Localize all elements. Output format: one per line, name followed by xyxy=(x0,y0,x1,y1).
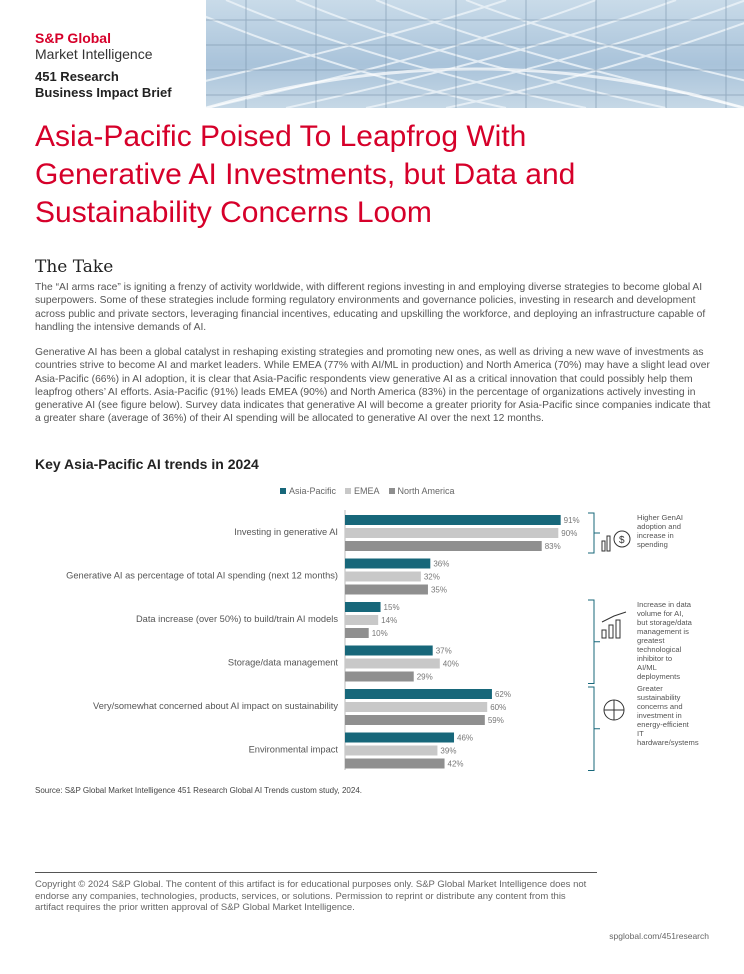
bar xyxy=(345,733,454,743)
annotation-line: AI/ML xyxy=(637,663,657,672)
annotation-line: IT xyxy=(637,729,644,738)
chart-source: Source: S&P Global Market Intelligence 451 Research Global AI Trends custom study, 2024. xyxy=(35,786,362,795)
annotation-text xyxy=(637,684,699,747)
glass-roof-pattern xyxy=(206,0,744,108)
annotation-line: Greater xyxy=(637,684,663,693)
bar xyxy=(345,515,561,525)
bar-chart xyxy=(0,500,744,780)
data-label: 83% xyxy=(544,542,561,551)
annotation-line: sustainability xyxy=(637,693,681,702)
bar xyxy=(345,759,445,769)
paragraph-1: The “AI arms race” is igniting a frenzy of activity worldwide, with different regions investing in and employing diverse strategies to become global AI superpowers. Some of these strategies include forming regulatory environments and governance policies, investing in research and development across public and private sectors, leveraging financial incentives, educating and upskilling the workforce, and deploying an infrastructure capable of handling the intensive demands of AI. xyxy=(35,282,706,333)
data-label: 91% xyxy=(563,516,580,525)
header-image xyxy=(206,0,744,108)
footer-divider xyxy=(35,872,597,873)
legend-item-asia-pacific xyxy=(280,486,336,496)
data-label: 37% xyxy=(435,646,452,656)
bar xyxy=(345,646,433,656)
data-label: 10% xyxy=(371,629,388,638)
bar xyxy=(345,528,558,538)
document-type: Business Impact Brief xyxy=(35,85,172,100)
brand-subtitle: Market Intelligence xyxy=(35,46,153,62)
data-label: 62% xyxy=(494,690,511,699)
money-growth-icon xyxy=(602,541,605,551)
annotation-line: adoption and xyxy=(637,522,681,531)
category-label: Environmental impact xyxy=(248,744,338,755)
data-label: 29% xyxy=(416,672,433,682)
data-label: 40% xyxy=(442,659,459,669)
data-label: 60% xyxy=(490,703,507,712)
category-label: Generative AI as percentage of total AI spending (next 12 months) xyxy=(66,570,338,581)
annotation-line: hardware/systems xyxy=(637,738,699,747)
data-label: 15% xyxy=(383,603,400,612)
copyright-notice: Copyright © 2024 S&P Global. The content of this artifact is for educational purposes only. S&P Global Market Intelligence does not endorse any companies, technologies, products, services, or solutions. Permission to reprint or distribute any content from this artifact requires the prior written approval of S&P Global Market Intelligence. xyxy=(35,879,587,914)
bar-growth-icon xyxy=(609,625,613,638)
annotation-line: inhibitor to xyxy=(637,654,673,663)
bar xyxy=(345,559,430,569)
bar xyxy=(345,672,414,682)
bar xyxy=(345,628,369,638)
data-label: 42% xyxy=(447,759,464,769)
annotation-line: increase in xyxy=(637,531,674,540)
brand-research: 451 Research xyxy=(35,69,119,84)
bar xyxy=(345,659,440,669)
legend-swatch xyxy=(345,488,351,494)
footer-url[interactable]: spglobal.com/451research xyxy=(609,931,709,941)
annotation-text xyxy=(637,513,683,549)
annotation-line: Higher GenAI xyxy=(637,513,684,522)
legend-label: North America xyxy=(397,486,455,496)
annotation-line: Increase in data xyxy=(637,600,692,609)
section-heading: The Take xyxy=(35,257,114,277)
category-label: Storage/data management xyxy=(227,657,338,668)
category-label: Data increase (over 50%) to build/train AI models xyxy=(135,614,338,624)
bar xyxy=(345,715,485,725)
data-label: 59% xyxy=(487,716,504,725)
bar xyxy=(345,585,428,595)
bar xyxy=(345,702,487,712)
annotation-bracket xyxy=(588,600,594,684)
page-title: Asia-Pacific Poised To Leapfrog With Generative AI Investments, but Data and Sustainability Concerns Loom xyxy=(35,120,576,229)
legend-item-emea xyxy=(345,486,380,496)
chart-legend xyxy=(280,486,455,496)
bar-growth-icon xyxy=(602,630,606,638)
brand-block xyxy=(35,30,172,101)
annotation-line: technological xyxy=(637,645,682,654)
bar-growth-icon xyxy=(602,612,626,622)
legend-swatch xyxy=(280,488,286,494)
chart-title: Key Asia-Pacific AI trends in 2024 xyxy=(35,456,259,472)
data-label: 46% xyxy=(457,733,474,743)
bar xyxy=(345,541,542,551)
annotation-line: spending xyxy=(637,540,668,549)
bar-growth-icon xyxy=(616,620,620,638)
brand-logo-text: S&P Global xyxy=(35,30,111,46)
annotation-line: volume for AI, xyxy=(637,609,684,618)
data-label: 90% xyxy=(561,529,578,538)
annotation-line: but storage/data xyxy=(637,618,692,627)
annotation-line: investment in xyxy=(637,711,682,720)
legend-item-north-america xyxy=(389,486,455,496)
legend-swatch xyxy=(389,488,395,494)
annotation-line: greatest xyxy=(637,636,665,645)
legend-label: Asia-Pacific xyxy=(289,486,337,496)
data-label: 35% xyxy=(430,585,447,595)
data-label: 39% xyxy=(440,746,457,756)
legend-label: EMEA xyxy=(354,486,380,496)
money-growth-icon xyxy=(607,536,610,551)
annotation-bracket xyxy=(588,687,594,771)
annotation-line: energy-efficient xyxy=(637,720,689,729)
bar xyxy=(345,572,421,582)
bar xyxy=(345,746,437,756)
annotation-line: deployments xyxy=(637,672,681,681)
category-label: Investing in generative AI xyxy=(234,527,338,537)
annotation-line: concerns and xyxy=(637,702,683,711)
bar xyxy=(345,615,378,625)
paragraph-2: Generative AI has been a global catalyst in reshaping existing strategies and promoting new ones, as well as driving a new wave of investments as countries strive to become AI and market leaders. While EMEA (77% with AI/ML in production) and North America (70%) may have a slight lead over Asia-Pacific (66%) in AI adoption, it is clear that Asia-Pacific respondents view generative AI as a critical innovation that could possibly help them leapfrog others’ AI efforts. Asia-Pacific (91%) leads EMEA (90%) and North America (83%) in the percentage of organizations actively investing in generative AI (see figure below). Survey data indicates that generative AI will become a greater priority for Asia-Pacific since companies indicate that a greater share (average of 36%) of their AI spending will be allocated to generative AI over the next 12 months. xyxy=(35,347,711,425)
bar xyxy=(345,689,492,699)
category-label: Very/somewhat concerned about AI impact on sustainability xyxy=(93,701,338,711)
annotation-line: management is xyxy=(637,627,689,636)
data-label: 32% xyxy=(423,572,440,582)
money-growth-icon: $ xyxy=(619,535,625,546)
data-label: 14% xyxy=(381,616,398,625)
annotation-bracket xyxy=(588,513,594,553)
data-label: 36% xyxy=(433,559,450,569)
bar xyxy=(345,602,381,612)
annotation-text xyxy=(637,600,693,681)
